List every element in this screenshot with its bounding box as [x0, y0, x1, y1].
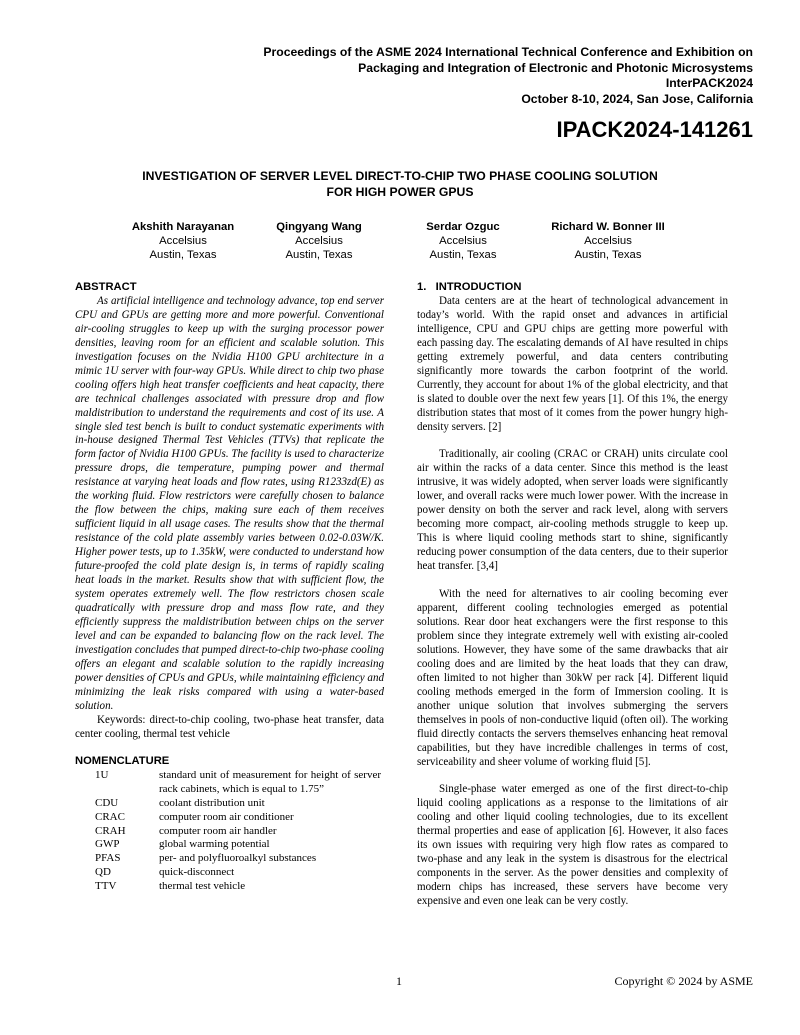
paper-title-line-2: FOR HIGH POWER GPUS: [326, 184, 474, 199]
paper-title: [90, 169, 710, 200]
nomenclature-row: [95, 825, 381, 839]
introduction-paragraph: Data centers are at the heart of technological advancement in today’s world. With the rapid onset and advances in artificial intelligence, CPU and GPU chips are getting more powerful with each passing day. The escalating demands of AI have resulted in chips getting extremely powerful, and data centers contributing significantly more towards the carbon footprint of the world. Currently, they account for about 1% of the global electricity, and that is slated to double over the next few years [1]. Of this 1%, the energy distribution states that most of it comes from the power hungry high-density servers. [2]: [417, 294, 728, 433]
author-name: Richard W. Bonner III: [551, 221, 665, 233]
introduction-heading: 1. INTRODUCTION: [417, 281, 522, 293]
nomenclature-abbr: 1U: [95, 769, 109, 782]
right-column: [417, 281, 728, 909]
page-number: 1: [396, 974, 402, 988]
introduction-paragraph: With the need for alternatives to air cooling becoming ever apparent, different cooling technologies emerged as potential solutions. Rear door heat exchangers were the first response to this problem since they integrate extremely well with existing air-cooled solutions. However, they have some of the same drawbacks that air cooling does and are limited by the heat loads that they can draw, often limited to not higher than 30kW per rack [4]. Different liquid cooling methods emerged in the form of Immersion cooling. It is another unique solution that involves submerging the servers themselves in pools of non-conductive liquid (often oil). The working fluid directly contacts the servers themselves enhancing heat removal capabilities, but they have incredible challenges in terms of cost, serviceability and sheer volume of working fluid [5].: [417, 588, 728, 768]
author-affiliation: Accelsius: [295, 235, 343, 247]
left-column: [75, 281, 384, 894]
nomenclature-definition: coolant distribution unit: [159, 797, 265, 809]
nomenclature-table: [95, 769, 381, 893]
paper-id: IPACK2024-141261: [556, 117, 753, 142]
nomenclature-abbr: CRAC: [95, 810, 125, 823]
author-location: Austin, Texas: [285, 249, 353, 261]
nomenclature-definition: computer room air handler: [159, 824, 277, 837]
author-affiliation: Accelsius: [159, 235, 207, 247]
nomenclature-abbr: QD: [95, 865, 111, 878]
author-affiliation: Accelsius: [584, 235, 632, 247]
nomenclature-abbr: GWP: [95, 838, 120, 851]
conference-date-location: October 8-10, 2024, San Jose, California: [521, 92, 753, 107]
abstract-heading: ABSTRACT: [75, 281, 137, 293]
nomenclature-definition: per- and polyfluoroalkyl substances: [159, 852, 317, 865]
author-location: Austin, Texas: [149, 249, 217, 261]
nomenclature-heading: NOMENCLATURE: [75, 755, 170, 768]
nomenclature-definition: computer room air conditioner: [159, 810, 294, 823]
nomenclature-abbr: TTV: [95, 879, 117, 892]
nomenclature-row: [95, 838, 381, 852]
conference-line-2: Packaging and Integration of Electronic and Photonic Microsystems: [358, 60, 753, 75]
author-block: [533, 220, 683, 262]
introduction-paragraph: Single-phase water emerged as one of the first direct-to-chip liquid cooling applications as a response to the limitations of air cooling and other liquid cooling technologies, due to its excellent thermal properties and ease of application [6]. However, it also faces its own issues with requiring very high flow rates as compared to two-phase and any leak in the system is disastrous for the electrical components in the server. As the power densities and complexity of modern chips has increased, these servers have become very expensive and even one leak can be very costly.: [417, 783, 728, 908]
author-block: [398, 220, 528, 262]
keywords: Keywords: direct-to-chip cooling, two-phase heat transfer, data center cooling, thermal test vehicle: [75, 713, 384, 740]
nomenclature-row: [95, 769, 381, 797]
nomenclature-definition: standard unit of measurement for height of server rack cabinets, which is equal to 1.75”: [159, 769, 381, 796]
nomenclature-row: [95, 811, 381, 825]
nomenclature-abbr: CDU: [95, 797, 119, 809]
author-name: Qingyang Wang: [276, 221, 362, 233]
nomenclature-definition: global warming potential: [159, 838, 270, 851]
author-location: Austin, Texas: [574, 249, 642, 261]
conference-line-1: Proceedings of the ASME 2024 International Technical Conference and Exhibition on: [263, 45, 753, 59]
nomenclature-definition: thermal test vehicle: [159, 879, 246, 892]
author-location: Austin, Texas: [429, 249, 497, 261]
nomenclature-abbr: PFAS: [95, 852, 121, 865]
copyright-notice: Copyright © 2024 by ASME: [614, 974, 753, 988]
author-block: [118, 220, 248, 262]
author-name: Serdar Ozguc: [426, 221, 500, 233]
conference-header: [263, 45, 753, 108]
author-block: [254, 220, 384, 262]
introduction-paragraph: Traditionally, air cooling (CRAC or CRAH) units circulate cool air within the racks of a data center. Since this method is the least intrusive, it was widely adopted, when server loads were significantly lower, and overall racks were much lower power. With the increase in power density on both the server and rack level, along with servers becoming more compact, air-cooling methods struggle to keep up. This is where liquid cooling methods start to shine, significantly reducing power consumption of the data centers, due to their superior heat transfer. [3,4]: [417, 448, 728, 573]
nomenclature-row: [95, 880, 381, 894]
nomenclature-row: [95, 797, 381, 811]
abstract-body: As artificial intelligence and technology advance, top end server CPU and GPUs are getting more and more powerful. Conventional air-cooling struggles to keep up with the surging processor power densities, leaving room for an efficient and scalable solution. This investigation focuses on the Nvidia H100 GPU architecture in a mimic 1U server with four-way GPUs. While direct to chip two phase cooling offers high heat transfer coefficients and heat capacity, there are technical challenges associated with pressure drop and flow maldistribution to understand the requirements and cost of its use. A single sled test bench is built to conduct systematic experiments with in-house designed Thermal Test Vehicles (TTVs) that replicate the form factor of Nvidia H100 GPUs. The facility is used to characterize pressure drops, die temperature, pumping power and thermal resistance at varying heat loads and flow rates, using R1233zd(E) as the working fluid. Flow restrictors were carefully chosen to balance the flow between the chips, making sure each of them receives sufficient liquid in all usage cases. The results show that the thermal resistance of the cold plate assembly varies between 0.02-0.03W/K. Higher power tests, up to 1.35kW, were conducted to understand how future-proofed the cold plate design is, in terms of rapidly scaling heat loads in the market. Results show that with sufficient flow, the system operates extremely well. The flow restrictors chosen scale quadratically with pressure drop and mass flow rate, and they efficiently suppress the maldistribution between chips on the server level and can be expanded to balancing flow on the rack level. The investigation concludes that pumped direct-to-chip two-phase cooling offers an elegant and scalable solution to the rapidly increasing power densities of CPUs and GPUs, while maintaining efficiency and minimizing the leak risks compared with using a water-based solution.: [75, 294, 384, 712]
paper-title-line-1: INVESTIGATION OF SERVER LEVEL DIRECT-TO-CHIP TWO PHASE COOLING SOLUTION: [142, 169, 658, 183]
conference-short-name: InterPACK2024: [665, 76, 753, 91]
nomenclature-row: [95, 866, 381, 880]
nomenclature-definition: quick-disconnect: [159, 865, 235, 878]
nomenclature-row: [95, 852, 381, 866]
author-affiliation: Accelsius: [439, 235, 487, 247]
nomenclature-abbr: CRAH: [95, 824, 126, 837]
author-name: Akshith Narayanan: [131, 221, 235, 233]
